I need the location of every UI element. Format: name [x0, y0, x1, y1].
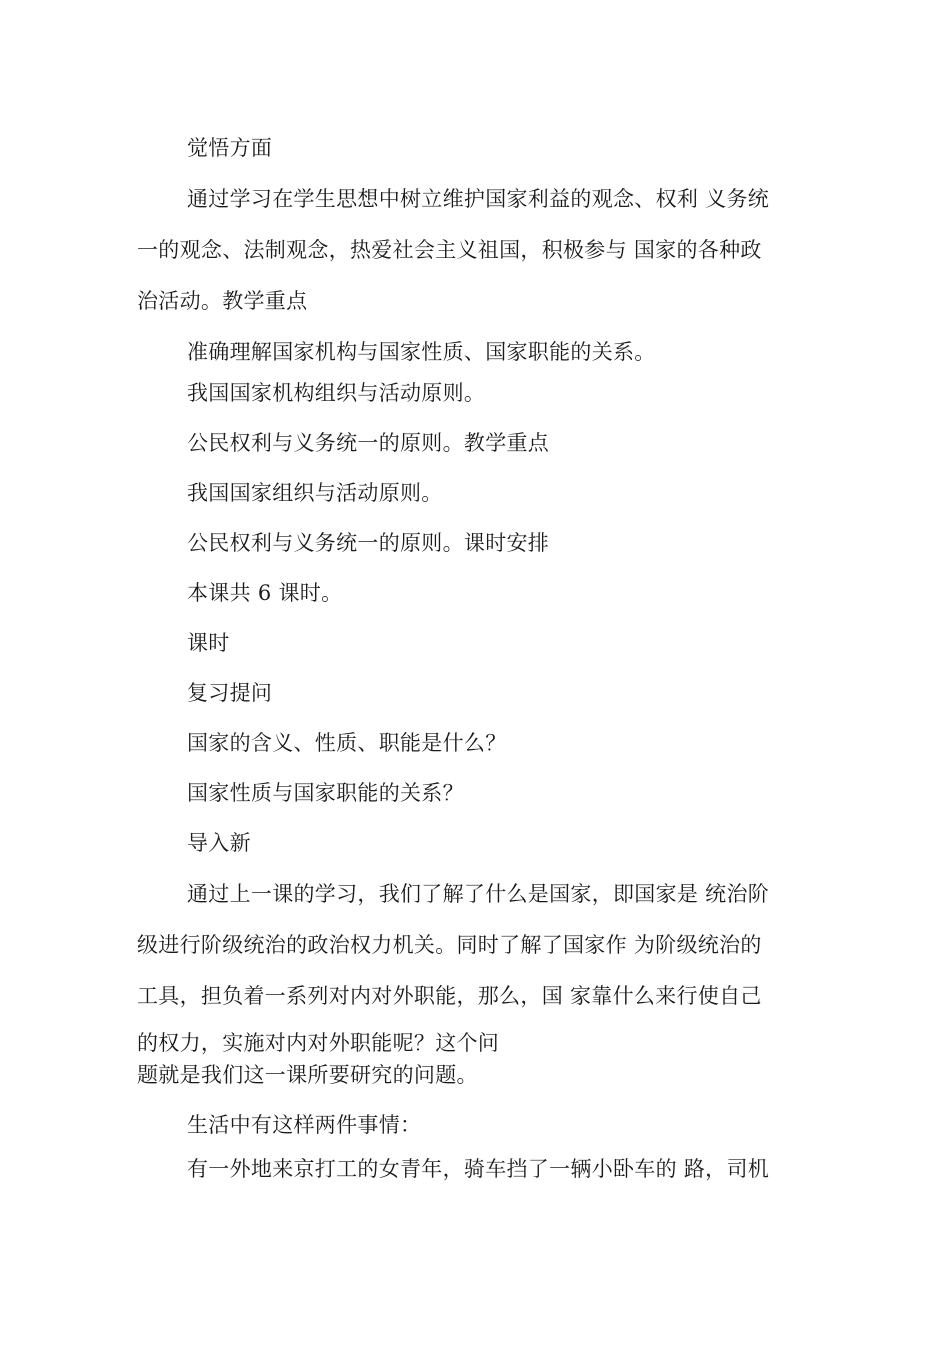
paragraph-line: 有一外地来京打工的女青年，骑车挡了一辆小卧车的 路，司机 [187, 1157, 770, 1181]
paragraph-line: 通过上一课的学习，我们了解了什么是国家，即国家是 统治阶 [187, 882, 770, 906]
paragraph-line: 一的观念、法制观念，热爱社会主义祖国，积极参与 国家的各种政 [137, 238, 762, 262]
paragraph-line: 公民权利与义务统一的原则。教学重点 [187, 431, 550, 455]
paragraph-line: 的权力，实施对内对外职能呢？这个问 [137, 1031, 500, 1055]
paragraph-line: 题就是我们这一课所要研究的问题。 [137, 1063, 478, 1087]
paragraph-line: 国家性质与国家职能的关系？ [187, 781, 464, 805]
heading-awareness: 觉悟方面 [187, 136, 273, 160]
paragraph-line: 我国国家组织与活动原则。 [187, 481, 443, 505]
paragraph-line: 国家的含义、性质、职能是什么？ [187, 731, 507, 755]
heading-lesson: 课时 [187, 631, 230, 655]
heading-intro: 导入新 [187, 831, 251, 855]
paragraph-line: 公民权利与义务统一的原则。课时安排 [187, 531, 550, 555]
paragraph-line: 我国国家机构组织与活动原则。 [187, 381, 486, 405]
paragraph-line: 通过学习在学生思想中树立维护国家利益的观念、权利 义务统 [187, 187, 770, 211]
paragraph-line: 工具，担负着一系列对内对外职能，那么，国 家靠什么来行使自己 [137, 984, 762, 1008]
paragraph-line: 治活动。教学重点 [137, 289, 308, 313]
paragraph-line: 级进行阶级统治的政治权力机关。同时了解了国家作 为阶级统治的 [137, 933, 762, 957]
heading-review: 复习提问 [187, 681, 273, 705]
paragraph-line: 准确理解国家机构与国家性质、国家职能的关系。 [187, 340, 656, 364]
paragraph-line: 生活中有这样两件事情： [187, 1113, 422, 1137]
paragraph-line: 本课共 6 课时。 [187, 581, 343, 605]
